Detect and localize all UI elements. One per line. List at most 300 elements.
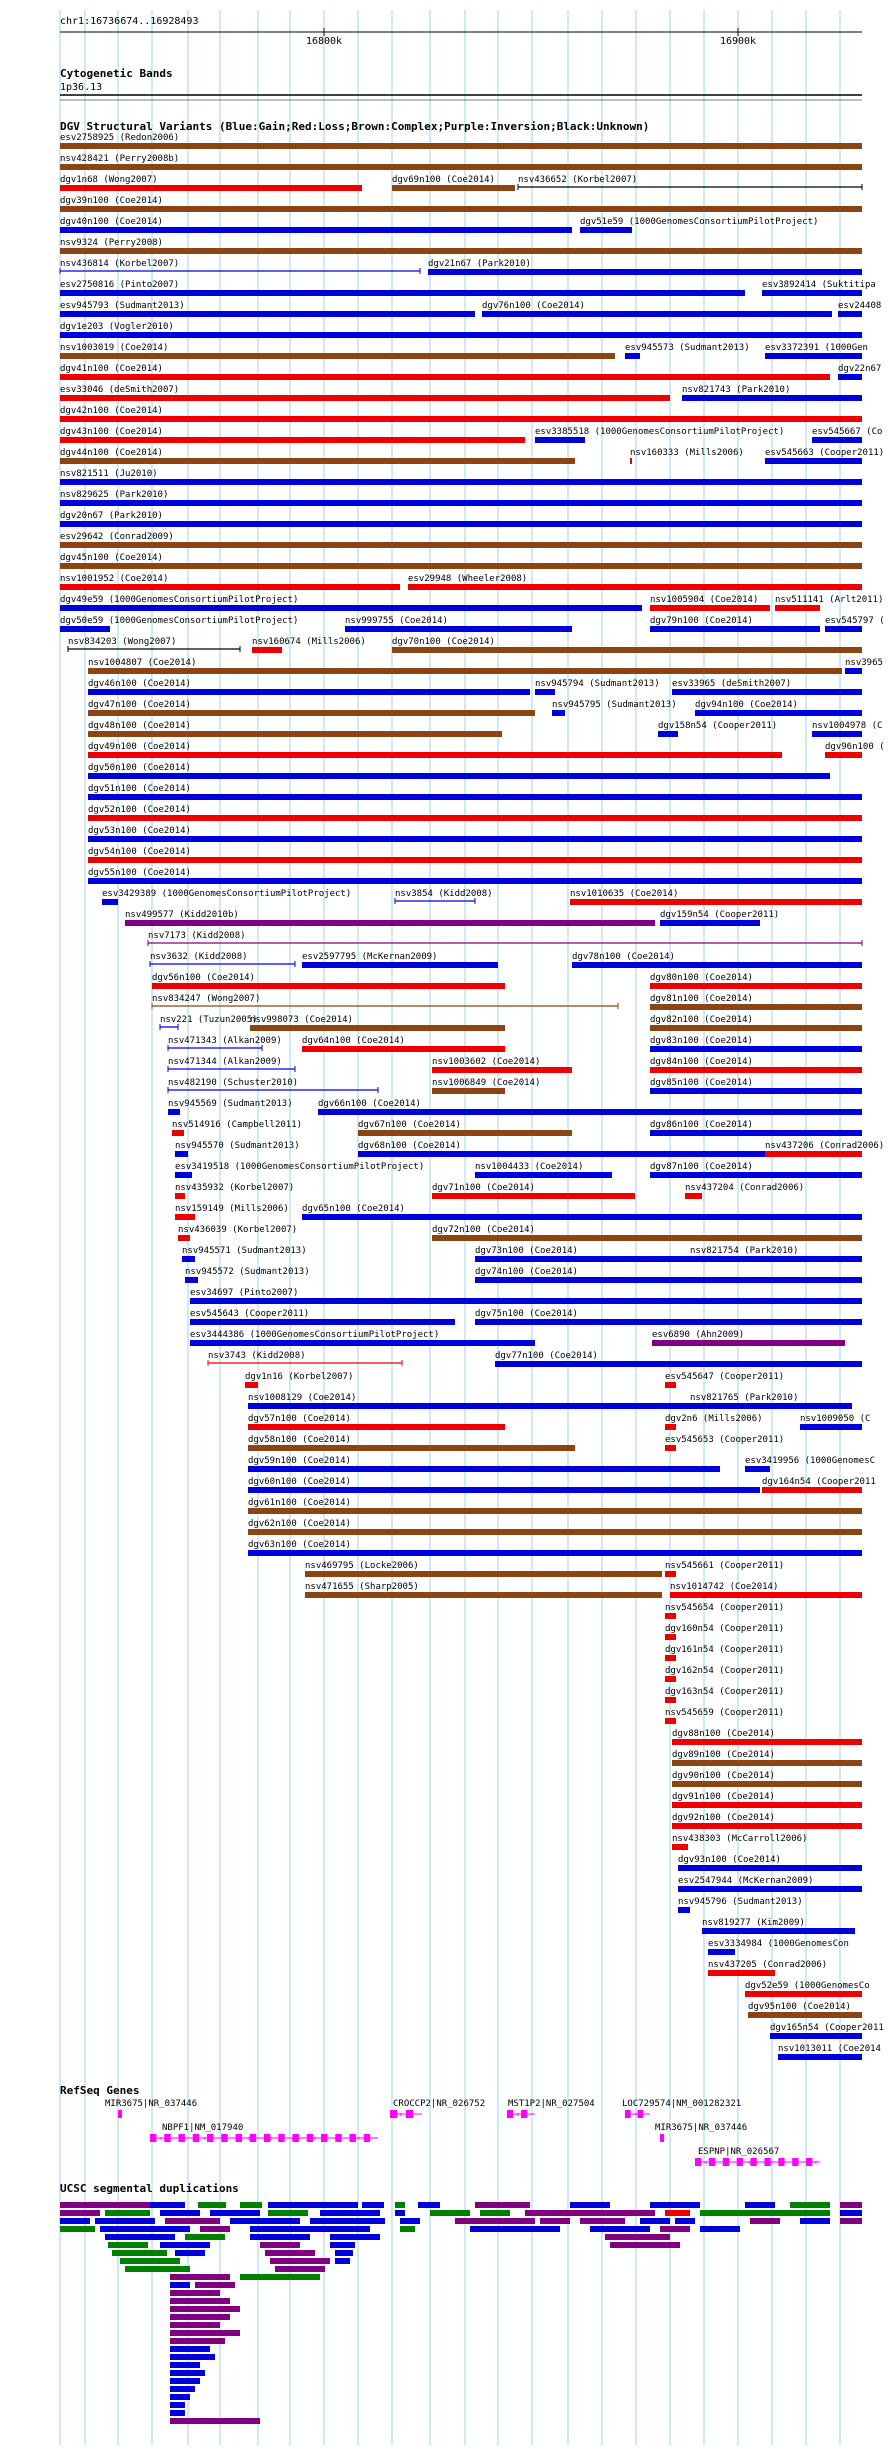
- dgv-feature-bar[interactable]: [60, 227, 572, 233]
- segdup-block[interactable]: [580, 2218, 625, 2224]
- segdup-block[interactable]: [418, 2202, 440, 2208]
- dgv-feature-label: nsv829625 (Park2010): [60, 490, 169, 500]
- dgv-feature-bar[interactable]: [60, 164, 862, 170]
- dgv-feature-bar[interactable]: [800, 1424, 862, 1430]
- dgv-feature-bar[interactable]: [88, 857, 862, 863]
- refseq-gene-exon: [321, 2134, 327, 2142]
- dgv-feature-bar[interactable]: [812, 437, 862, 443]
- segdup-block[interactable]: [790, 2202, 830, 2208]
- dgv-feature-bar[interactable]: [60, 542, 862, 548]
- dgv-feature-label: nsv511141 (Arlt2011): [775, 595, 884, 605]
- segdup-block[interactable]: [750, 2218, 780, 2224]
- dgv-feature-bar[interactable]: [358, 1130, 572, 1136]
- dgv-feature-bar[interactable]: [60, 521, 862, 527]
- dgv-feature-bar[interactable]: [838, 374, 862, 380]
- dgv-feature-label: dgv46n100 (Coe2014): [88, 679, 191, 689]
- dgv-feature-label: dgv65n100 (Coe2014): [302, 1204, 405, 1214]
- dgv-feature-bar[interactable]: [580, 227, 632, 233]
- dgv-feature-bar[interactable]: [685, 1193, 702, 1199]
- dgv-feature-bar[interactable]: [765, 353, 862, 359]
- dgv-feature-bar[interactable]: [175, 1193, 185, 1199]
- segdup-block[interactable]: [210, 2210, 260, 2216]
- dgv-feature-bar[interactable]: [650, 626, 820, 632]
- segdup-block[interactable]: [470, 2226, 560, 2232]
- dgv-feature-label: dgv77n100 (Coe2014): [495, 1351, 598, 1361]
- dgv-feature-bar[interactable]: [305, 1592, 662, 1598]
- segdup-block[interactable]: [150, 2202, 185, 2208]
- dgv-feature-bar[interactable]: [190, 1340, 535, 1346]
- dgv-feature-label: esv29642 (Conrad2009): [60, 532, 174, 542]
- dgv-feature-bar[interactable]: [60, 563, 862, 569]
- dgv-feature-bar[interactable]: [88, 731, 502, 737]
- dgv-feature-bar[interactable]: [678, 1886, 862, 1892]
- dgv-feature-bar[interactable]: [392, 647, 862, 653]
- dgv-feature-bar[interactable]: [825, 752, 862, 758]
- dgv-feature-bar[interactable]: [845, 668, 862, 674]
- dgv-feature-bar[interactable]: [302, 1214, 862, 1220]
- segdup-block[interactable]: [170, 2290, 220, 2296]
- dgv-feature-label: dgv60n100 (Coe2014): [248, 1477, 351, 1487]
- dgv-feature-bar[interactable]: [745, 1466, 770, 1472]
- segdup-block[interactable]: [170, 2330, 240, 2336]
- dgv-feature-bar[interactable]: [570, 899, 862, 905]
- dgv-feature-bar[interactable]: [652, 1340, 845, 1346]
- segdup-block[interactable]: [660, 2226, 690, 2232]
- dgv-feature-bar[interactable]: [248, 1550, 862, 1556]
- dgv-feature-bar[interactable]: [650, 1025, 862, 1031]
- refseq-gene-exon: [364, 2134, 370, 2142]
- dgv-feature-bar[interactable]: [665, 1655, 676, 1661]
- dgv-feature-bar[interactable]: [302, 962, 498, 968]
- dgv-feature-bar[interactable]: [682, 395, 862, 401]
- dgv-feature-bar[interactable]: [665, 1718, 676, 1724]
- dgv-feature-bar[interactable]: [572, 962, 862, 968]
- dgv-feature-label: nsv1005904 (Coe2014): [650, 595, 759, 605]
- segdup-block[interactable]: [200, 2226, 230, 2232]
- dgv-feature-bar[interactable]: [475, 1277, 862, 1283]
- segdup-block[interactable]: [170, 2378, 200, 2384]
- dgv-feature-bar[interactable]: [88, 710, 535, 716]
- dgv-feature-bar[interactable]: [825, 626, 862, 632]
- dgv-feature-bar[interactable]: [745, 1991, 862, 1997]
- dgv-feature-bar[interactable]: [658, 731, 678, 737]
- segdup-block[interactable]: [170, 2418, 260, 2424]
- dgv-feature-bar[interactable]: [392, 185, 515, 191]
- segdup-block[interactable]: [800, 2218, 830, 2224]
- segdup-block[interactable]: [105, 2210, 150, 2216]
- dgv-feature-bar[interactable]: [665, 1613, 676, 1619]
- segdup-block[interactable]: [170, 2386, 195, 2392]
- dgv-feature-bar[interactable]: [630, 458, 632, 464]
- dgv-feature-bar[interactable]: [535, 437, 585, 443]
- dgv-feature-bar[interactable]: [60, 185, 362, 191]
- dgv-feature-bar[interactable]: [125, 920, 655, 926]
- segdup-block[interactable]: [170, 2362, 200, 2368]
- dgv-feature-bar[interactable]: [665, 1424, 676, 1430]
- dgv-feature-bar[interactable]: [345, 626, 572, 632]
- segdup-block[interactable]: [160, 2210, 200, 2216]
- segdup-block[interactable]: [60, 2226, 95, 2232]
- dgv-feature-bar[interactable]: [60, 479, 862, 485]
- dgv-feature-bar[interactable]: [60, 500, 862, 506]
- dgv-feature-label: dgv78n100 (Coe2014): [572, 952, 675, 962]
- dgv-feature-bar[interactable]: [175, 1172, 192, 1178]
- dgv-feature-label: dgv47n100 (Coe2014): [88, 700, 191, 710]
- dgv-feature-label: nsv545661 (Cooper2011): [665, 1561, 785, 1571]
- dgv-feature-bar[interactable]: [358, 1151, 765, 1157]
- dgv-feature-bar[interactable]: [318, 1109, 862, 1115]
- dgv-features: [60, 133, 885, 2060]
- segdup-block[interactable]: [170, 2282, 190, 2288]
- dgv-feature-label: nsv945569 (Sudmant2013): [168, 1099, 293, 1109]
- dgv-feature-bar[interactable]: [60, 605, 642, 611]
- dgv-feature-label: nsv482190 (Schuster2010): [168, 1078, 299, 1088]
- refseq-strand-arrow: ‹: [246, 2134, 252, 2144]
- dgv-feature-label: dgv94n100 (Coe2014): [695, 700, 798, 710]
- dgv-feature-bar[interactable]: [690, 1256, 862, 1262]
- segdup-block[interactable]: [570, 2202, 610, 2208]
- dgv-feature-bar[interactable]: [245, 1382, 258, 1388]
- dgv-feature-bar[interactable]: [178, 1235, 190, 1241]
- segdup-block[interactable]: [640, 2218, 670, 2224]
- dgv-feature-bar[interactable]: [552, 710, 565, 716]
- dgv-feature-bar[interactable]: [60, 311, 475, 317]
- segdup-block[interactable]: [100, 2226, 190, 2232]
- dgv-feature-label: nsv436814 (Korbel2007): [60, 259, 180, 269]
- dgv-feature-bar[interactable]: [88, 815, 862, 821]
- dgv-feature-bar[interactable]: [248, 1403, 690, 1409]
- segdup-block[interactable]: [170, 2354, 215, 2360]
- dgv-feature-bar[interactable]: [60, 353, 615, 359]
- dgv-feature-label: dgv84n100 (Coe2014): [650, 1057, 753, 1067]
- segdup-block[interactable]: [165, 2218, 220, 2224]
- segdup-block[interactable]: [475, 2202, 530, 2208]
- segdup-block[interactable]: [160, 2242, 210, 2248]
- segdup-block[interactable]: [455, 2218, 535, 2224]
- dgv-feature-bar[interactable]: [175, 1151, 188, 1157]
- dgv-feature-bar[interactable]: [60, 395, 670, 401]
- segdup-block[interactable]: [700, 2226, 740, 2232]
- dgv-feature-bar[interactable]: [60, 458, 575, 464]
- dgv-feature-bar[interactable]: [250, 1025, 505, 1031]
- dgv-feature-bar[interactable]: [168, 1109, 180, 1115]
- dgv-feature-bar[interactable]: [190, 1298, 862, 1304]
- dgv-feature-bar[interactable]: [248, 1466, 720, 1472]
- segdup-block[interactable]: [120, 2258, 180, 2264]
- dgv-feature-bar[interactable]: [672, 1823, 862, 1829]
- cyto-band-label: 1p36.13: [60, 82, 103, 93]
- dgv-feature-bar[interactable]: [650, 1004, 862, 1010]
- segdup-block[interactable]: [240, 2202, 262, 2208]
- dgv-feature-bar[interactable]: [665, 1571, 676, 1577]
- dgv-feature-bar[interactable]: [482, 311, 832, 317]
- dgv-feature-label: nsv160333 (Mills2006): [630, 448, 744, 458]
- dgv-feature-bar[interactable]: [60, 437, 525, 443]
- segdup-block[interactable]: [310, 2218, 385, 2224]
- dgv-feature-bar[interactable]: [88, 836, 862, 842]
- dgv-feature-bar[interactable]: [495, 1361, 862, 1367]
- dgv-feature-label: nsv821511 (Ju2010): [60, 469, 158, 479]
- dgv-feature-bar[interactable]: [708, 1970, 775, 1976]
- dgv-feature-bar[interactable]: [770, 2033, 862, 2039]
- dgv-feature-bar[interactable]: [102, 899, 118, 905]
- segdup-block[interactable]: [250, 2234, 310, 2240]
- dgv-feature-bar[interactable]: [248, 1424, 505, 1430]
- dgv-feature-bar[interactable]: [60, 248, 862, 254]
- refseq-strand-arrow: ‹: [813, 2158, 819, 2168]
- segdup-block[interactable]: [395, 2210, 405, 2216]
- dgv-feature-bar[interactable]: [665, 1634, 676, 1640]
- dgv-feature-label: nsv221 (Tuzun2005): [160, 1015, 258, 1025]
- segdup-block[interactable]: [260, 2242, 300, 2248]
- segdup-block[interactable]: [265, 2250, 315, 2256]
- segdup-block[interactable]: [170, 2314, 230, 2320]
- dgv-feature-bar[interactable]: [678, 1907, 690, 1913]
- segdup-block[interactable]: [268, 2202, 358, 2208]
- segdup-block[interactable]: [330, 2234, 380, 2240]
- dgv-feature-label: dgv93n100 (Coe2014): [678, 1855, 781, 1865]
- dgv-feature-bar[interactable]: [60, 626, 110, 632]
- dgv-feature-label: dgv73n100 (Coe2014): [475, 1246, 578, 1256]
- segdup-block[interactable]: [170, 2306, 240, 2312]
- dgv-feature-bar[interactable]: [672, 689, 862, 695]
- dgv-feature-label: dgv44n100 (Coe2014): [60, 448, 163, 458]
- dgv-feature-label: dgv81n100 (Coe2014): [650, 994, 753, 1004]
- dgv-feature-bar[interactable]: [650, 605, 770, 611]
- dgv-feature-bar[interactable]: [302, 1046, 505, 1052]
- dgv-feature-bar[interactable]: [650, 1067, 862, 1073]
- dgv-feature-bar[interactable]: [702, 1928, 855, 1934]
- dgv-feature-bar[interactable]: [765, 458, 862, 464]
- dgv-feature-bar[interactable]: [812, 731, 862, 737]
- dgv-feature-bar[interactable]: [175, 1214, 195, 1220]
- dgv-feature-label: dgv88n100 (Coe2014): [672, 1729, 775, 1739]
- segdup-block[interactable]: [170, 2402, 185, 2408]
- segdup-block[interactable]: [170, 2370, 205, 2376]
- dgv-feature-bar[interactable]: [678, 1865, 862, 1871]
- dgv-feature-bar[interactable]: [672, 1760, 862, 1766]
- segdup-block[interactable]: [270, 2258, 330, 2264]
- dgv-feature-bar[interactable]: [625, 353, 640, 359]
- refseq-gene-exon: [709, 2158, 715, 2166]
- dgv-feature-label: dgv165n54 (Cooper2011: [770, 2023, 884, 2033]
- dgv-feature-label: dgv54n100 (Coe2014): [88, 847, 191, 857]
- dgv-feature-bar[interactable]: [190, 1319, 455, 1325]
- segdup-block[interactable]: [395, 2202, 405, 2208]
- dgv-feature-bar[interactable]: [660, 920, 760, 926]
- dgv-feature-label: esv545647 (Cooper2011): [665, 1372, 785, 1382]
- dgv-feature-bar[interactable]: [650, 983, 862, 989]
- dgv-feature-bar[interactable]: [432, 1088, 505, 1094]
- dgv-feature-label: nsv821743 (Park2010): [682, 385, 791, 395]
- segdup-block[interactable]: [362, 2202, 384, 2208]
- dgv-feature-bar[interactable]: [775, 605, 820, 611]
- dgv-feature-bar[interactable]: [665, 1382, 676, 1388]
- dgv-feature-label: nsv7173 (Kidd2008): [148, 931, 246, 941]
- refseq-gene-exon: [350, 2134, 356, 2142]
- segdup-block[interactable]: [170, 2346, 210, 2352]
- segdup-block[interactable]: [675, 2218, 695, 2224]
- dgv-feature-label: nsv3632 (Kidd2008): [150, 952, 248, 962]
- dgv-feature-bar[interactable]: [708, 1949, 735, 1955]
- dgv-feature-bar[interactable]: [672, 1739, 862, 1745]
- segdup-block[interactable]: [700, 2210, 830, 2216]
- dgv-feature-bar[interactable]: [695, 710, 862, 716]
- dgv-feature-bar[interactable]: [765, 1151, 862, 1157]
- segdup-track-title: UCSC segmental duplications: [60, 2182, 239, 2195]
- segdup-block[interactable]: [590, 2226, 650, 2232]
- dgv-feature-bar[interactable]: [60, 416, 862, 422]
- dgv-feature-bar[interactable]: [665, 1676, 676, 1682]
- dgv-feature-bar[interactable]: [248, 1529, 862, 1535]
- dgv-feature-bar[interactable]: [432, 1235, 862, 1241]
- dgv-feature-bar[interactable]: [475, 1256, 690, 1262]
- segdup-block[interactable]: [275, 2266, 325, 2272]
- dgv-feature-label: nsv3965: [845, 658, 883, 668]
- dgv-feature-bar[interactable]: [88, 794, 862, 800]
- dgv-feature-bar[interactable]: [60, 584, 400, 590]
- dgv-feature-bar[interactable]: [88, 773, 830, 779]
- segdup-block[interactable]: [60, 2218, 90, 2224]
- segdup-block[interactable]: [400, 2226, 415, 2232]
- dgv-feature-label: dgv69n100 (Coe2014): [392, 175, 495, 185]
- dgv-feature-bar[interactable]: [248, 1445, 575, 1451]
- dgv-feature-bar[interactable]: [60, 374, 830, 380]
- dgv-feature-bar[interactable]: [475, 1319, 862, 1325]
- segdup-block[interactable]: [335, 2250, 353, 2256]
- dgv-feature-bar[interactable]: [748, 2012, 862, 2018]
- segdup-block[interactable]: [198, 2202, 226, 2208]
- segdup-block[interactable]: [170, 2298, 230, 2304]
- dgv-feature-bar[interactable]: [670, 1592, 862, 1598]
- dgv-feature-label: dgv161n54 (Cooper2011): [665, 1645, 785, 1655]
- dgv-feature-bar[interactable]: [185, 1277, 198, 1283]
- dgv-feature-bar[interactable]: [762, 1487, 862, 1493]
- dgv-feature-label: dgv82n100 (Coe2014): [650, 1015, 753, 1025]
- dgv-feature-bar[interactable]: [650, 1130, 862, 1136]
- dgv-feature-bar[interactable]: [248, 1487, 760, 1493]
- segdup-block[interactable]: [170, 2394, 190, 2400]
- segdup-block[interactable]: [320, 2210, 380, 2216]
- dgv-feature-bar[interactable]: [60, 290, 745, 296]
- dgv-feature-bar[interactable]: [88, 689, 530, 695]
- dgv-feature-bar[interactable]: [88, 668, 842, 674]
- dgv-feature-label: dgv53n100 (Coe2014): [88, 826, 191, 836]
- segdup-block[interactable]: [480, 2210, 510, 2216]
- dgv-feature-bar[interactable]: [672, 1844, 688, 1850]
- dgv-feature-bar[interactable]: [305, 1571, 662, 1577]
- segdup-block[interactable]: [108, 2242, 148, 2248]
- dgv-feature-label: dgv75n100 (Coe2014): [475, 1309, 578, 1319]
- segdup-block[interactable]: [840, 2202, 862, 2208]
- segdup-block[interactable]: [665, 2210, 690, 2216]
- segdup-block[interactable]: [175, 2250, 205, 2256]
- segdup-block[interactable]: [60, 2202, 150, 2208]
- dgv-feature-bar[interactable]: [665, 1445, 676, 1451]
- dgv-feature-label: nsv545654 (Cooper2011): [665, 1603, 785, 1613]
- segdup-block[interactable]: [525, 2210, 655, 2216]
- segdup-block[interactable]: [112, 2250, 167, 2256]
- segdup-block[interactable]: [105, 2234, 175, 2240]
- segdup-block[interactable]: [430, 2210, 470, 2216]
- segdup-block[interactable]: [250, 2226, 370, 2232]
- dgv-feature-bar[interactable]: [650, 1088, 862, 1094]
- dgv-feature-bar[interactable]: [475, 1172, 612, 1178]
- dgv-feature-bar[interactable]: [172, 1130, 184, 1136]
- dgv-feature-bar[interactable]: [432, 1193, 635, 1199]
- segdup-block[interactable]: [170, 2410, 185, 2416]
- segdup-block[interactable]: [650, 2202, 700, 2208]
- dgv-feature-label: dgv40n100 (Coe2014): [60, 217, 163, 227]
- dgv-feature-bar[interactable]: [650, 1046, 862, 1052]
- dgv-feature-bar[interactable]: [408, 584, 862, 590]
- segdup-block[interactable]: [230, 2218, 300, 2224]
- dgv-feature-bar[interactable]: [60, 143, 862, 149]
- dgv-feature-label: esv2758925 (Redon2006): [60, 133, 180, 143]
- dgv-feature-bar[interactable]: [778, 2054, 862, 2060]
- segdup-block[interactable]: [170, 2338, 225, 2344]
- dgv-feature-bar[interactable]: [248, 1508, 862, 1514]
- segdup-block[interactable]: [840, 2210, 862, 2216]
- segdup-block[interactable]: [170, 2322, 220, 2328]
- segdup-block[interactable]: [268, 2210, 308, 2216]
- segdup-block[interactable]: [125, 2266, 190, 2272]
- segdup-block[interactable]: [745, 2202, 775, 2208]
- dgv-feature-bar[interactable]: [88, 878, 862, 884]
- segdup-block[interactable]: [240, 2274, 320, 2280]
- segdup-block[interactable]: [170, 2274, 230, 2280]
- dgv-feature-label: nsv1003019 (Coe2014): [60, 343, 169, 353]
- dgv-feature-bar[interactable]: [838, 311, 862, 317]
- refseq-strand-arrow: ‹: [515, 2110, 521, 2120]
- segdup-block[interactable]: [840, 2218, 862, 2224]
- dgv-feature-bar[interactable]: [428, 269, 862, 275]
- segdup-block[interactable]: [195, 2282, 235, 2288]
- refseq-strand-arrow: ‹: [224, 2134, 230, 2144]
- dgv-feature-bar[interactable]: [60, 206, 862, 212]
- segdup-block[interactable]: [540, 2218, 570, 2224]
- refseq-gene-label: ESPNP|NR_026567: [698, 2147, 780, 2157]
- segdup-block[interactable]: [185, 2234, 225, 2240]
- dgv-feature-bar[interactable]: [182, 1256, 195, 1262]
- dgv-feature-label: dgv85n100 (Coe2014): [650, 1078, 753, 1088]
- segdup-block[interactable]: [335, 2258, 350, 2264]
- dgv-feature-bar[interactable]: [152, 983, 505, 989]
- dgv-feature-bar[interactable]: [690, 1403, 852, 1409]
- segdup-block[interactable]: [610, 2242, 680, 2248]
- dgv-feature-bar[interactable]: [252, 647, 282, 653]
- dgv-feature-bar[interactable]: [762, 290, 862, 296]
- dgv-feature-bar[interactable]: [432, 1067, 572, 1073]
- dgv-feature-bar[interactable]: [650, 1172, 862, 1178]
- dgv-feature-label: dgv42n100 (Coe2014): [60, 406, 163, 416]
- segdup-block[interactable]: [605, 2234, 670, 2240]
- dgv-feature-bar[interactable]: [665, 1697, 676, 1703]
- dgv-feature-bar[interactable]: [672, 1802, 862, 1808]
- dgv-feature-label: nsv945795 (Sudmant2013): [552, 700, 677, 710]
- segdup-block[interactable]: [60, 2210, 100, 2216]
- segdup-block[interactable]: [95, 2218, 155, 2224]
- dgv-feature-bar[interactable]: [88, 752, 782, 758]
- refseq-strand-arrow: ‹: [398, 2110, 404, 2120]
- dgv-feature-label: nsv514916 (Campbell2011): [172, 1120, 303, 1130]
- dgv-feature-label: dgv83n100 (Coe2014): [650, 1036, 753, 1046]
- dgv-feature-bar[interactable]: [535, 689, 555, 695]
- dgv-feature-bar[interactable]: [60, 332, 862, 338]
- segdup-block[interactable]: [330, 2242, 355, 2248]
- dgv-feature-bar[interactable]: [672, 1781, 862, 1787]
- segdup-block[interactable]: [400, 2218, 420, 2224]
